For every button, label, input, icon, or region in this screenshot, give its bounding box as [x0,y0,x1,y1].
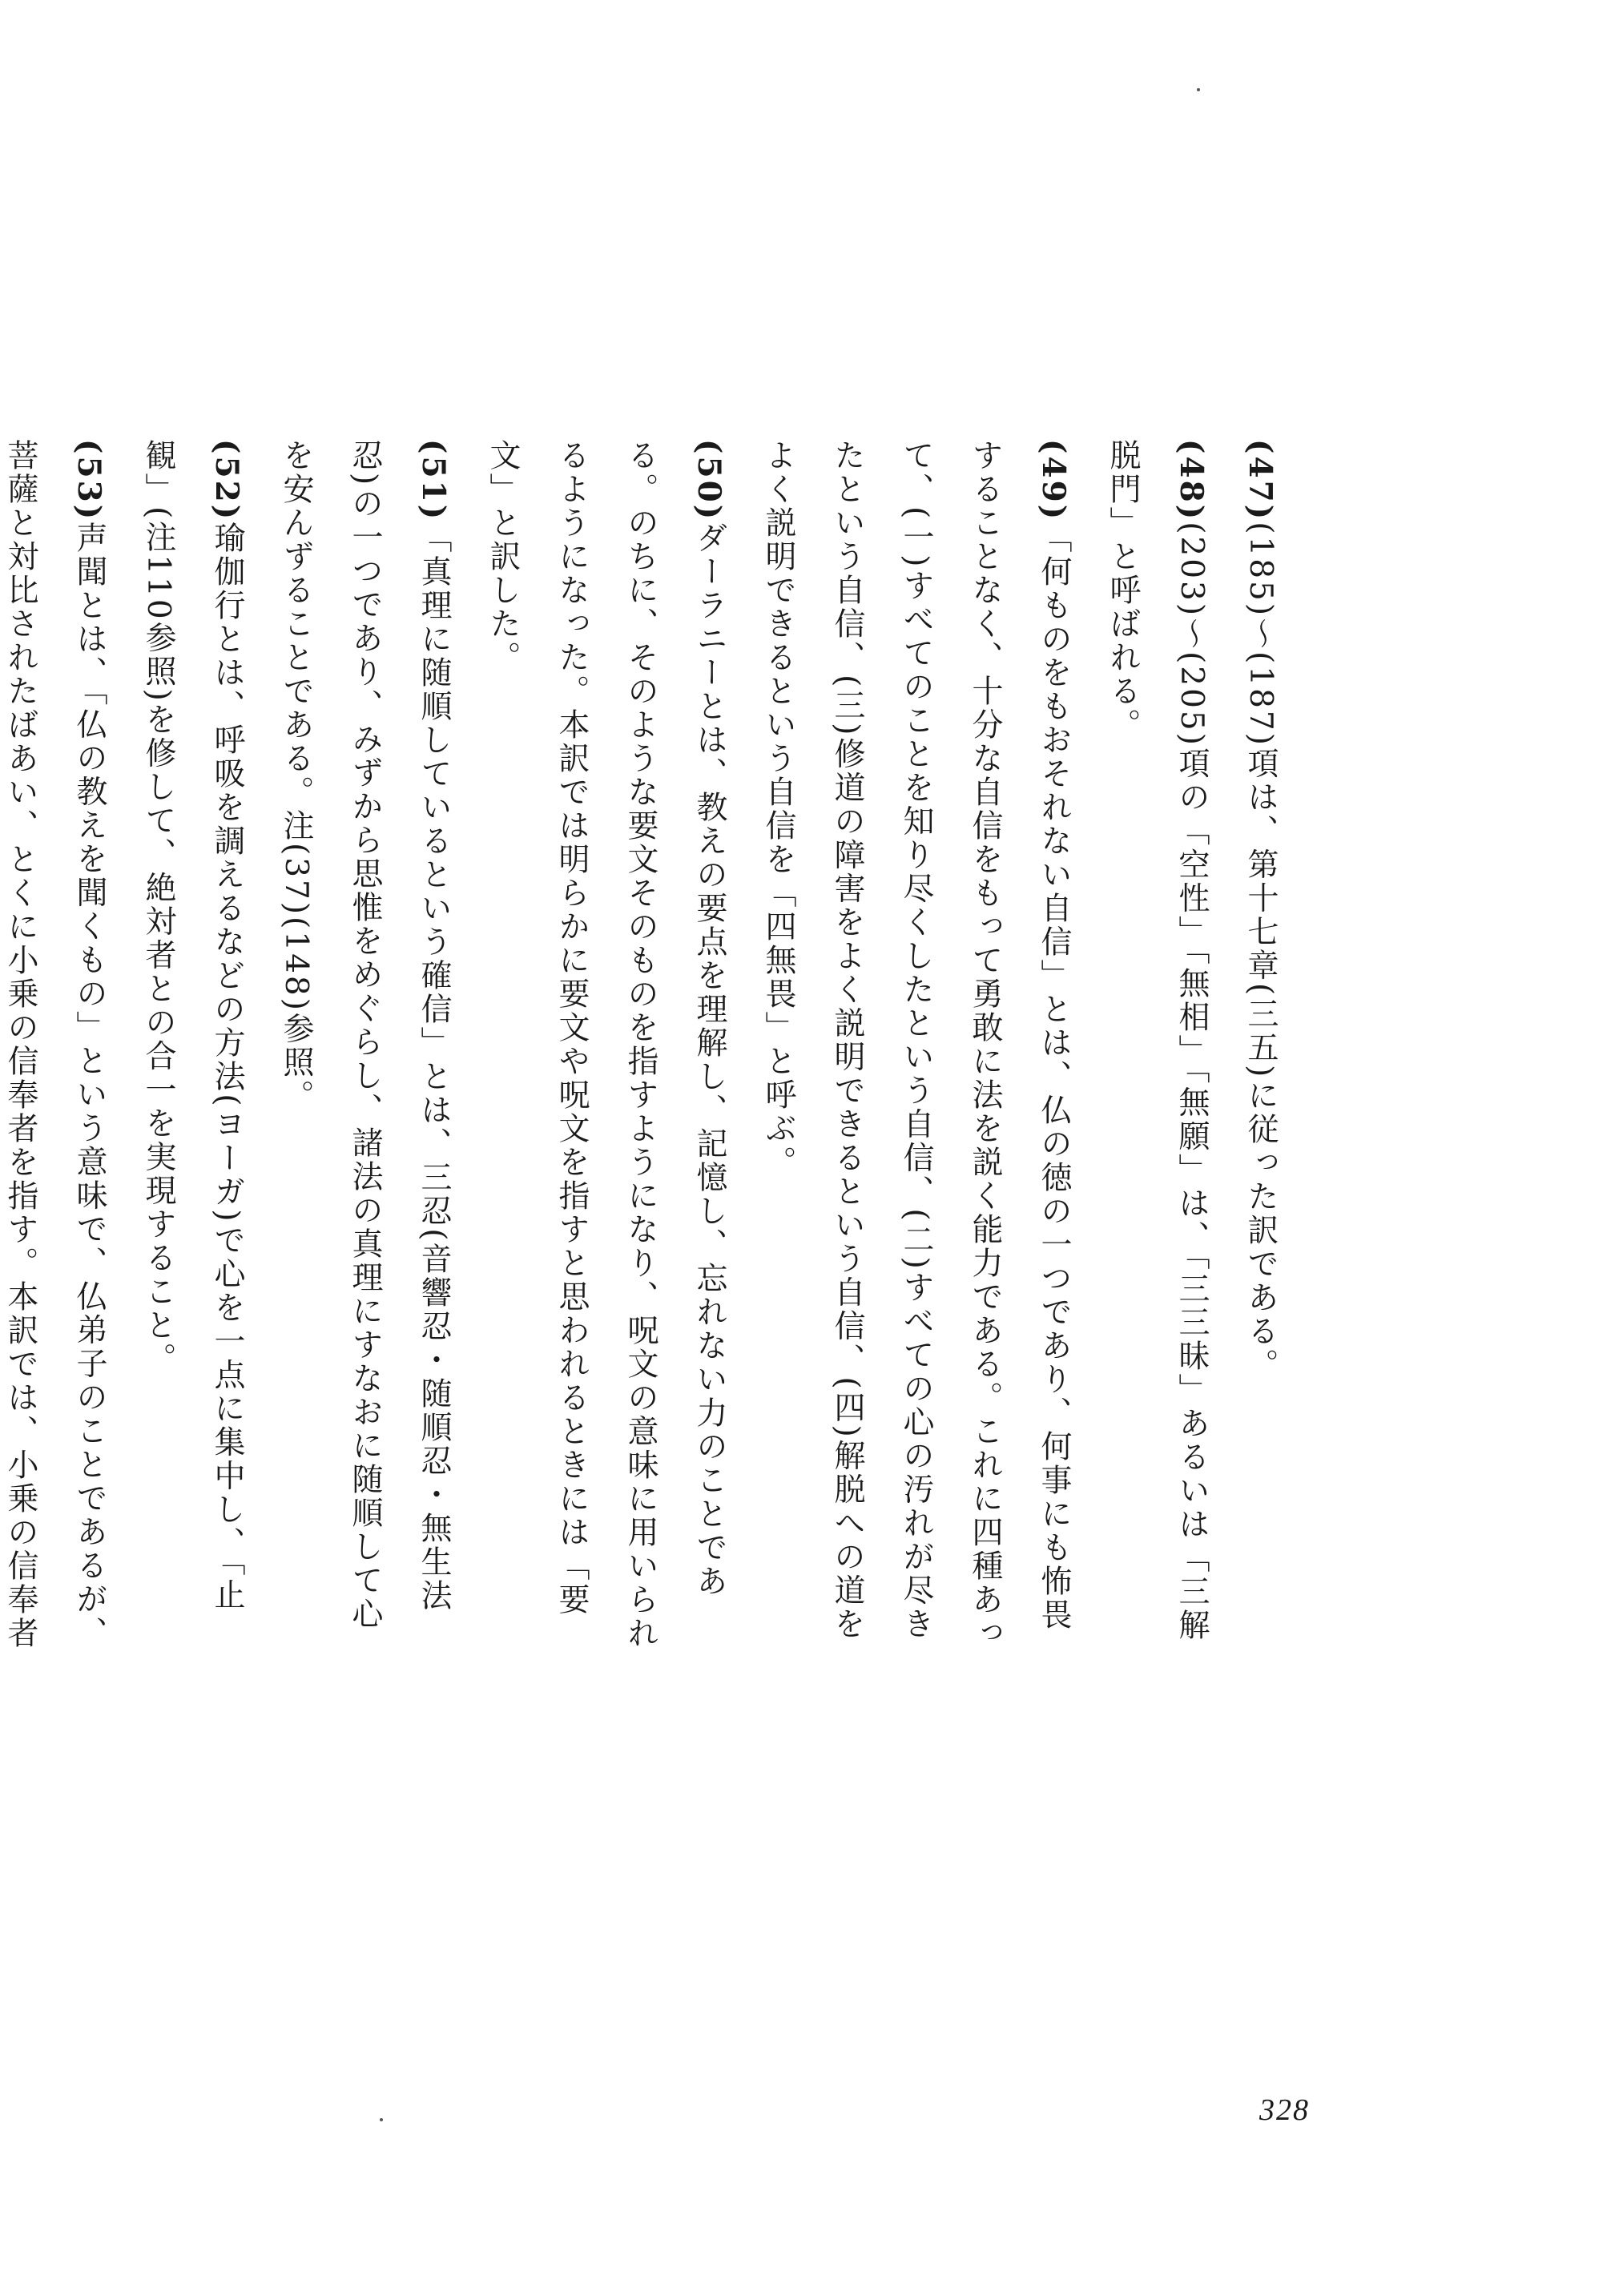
note-number: (49) [1035,439,1072,522]
note-53 [0,439,123,1661]
note-text: 声聞とは、「仏の教えを聞くもの」という意味で、仏弟子のことであるが、菩薩と対比されたばあい、とくに小乗の信奉者を指す。本訳では、小乗の信奉者 [2,439,107,1650]
note-49 [743,439,1088,1661]
note-number: (52) [208,439,245,522]
note-number: (53) [70,439,107,522]
note-text: 瑜伽行とは、呼吸を調えるなどの方法(ヨーガ)で心を一点に集中し、「止観」(注110参照)を修して、絶対者との合一を実現すること。 [140,439,245,1613]
note-52 [123,439,261,1661]
note-text: (203)〜(205)項の「空性」「無相」「無願」は、「三三昧」あるいは「三解脱門」と呼ばれる。 [1105,439,1210,1643]
notes-column-block [2,439,1295,1661]
note-number: (51) [415,439,452,522]
note-text: (185)〜(187)項は、第十七章(三五)に従った訳である。 [1242,522,1279,1383]
dust-speck [380,2118,383,2121]
dust-speck [1197,88,1200,91]
note-47 [1226,439,1295,1661]
note-text: 「何ものをもおそれない自信」とは、仏の徳の一つであり、何事にも怖畏することなく、十分な自信をもって勇敢に法を説く能力である。これに四種あって、(一)すべてのことを知り尽くしたという自信、(二)すべての心の汚れが尽きたという自信、(三)修道の障害をよく説明できるという自信、(四)解脱への道をよく説明できるという自信を「四無畏」と呼ぶ。 [760,439,1072,1650]
note-48 [1088,439,1226,1661]
note-text: ダーラニーとは、教えの要点を理解し、記憶し、忘れない力のことである。のちに、そのような要文そのものを指すようになり、呪文の意味に用いられるようになった。本訳では明らかに要文や呪文を指すと思われるときには「要文」と訳した。 [485,439,727,1650]
note-51 [261,439,468,1661]
note-text: 「真理に随順しているという確信」とは、三忍(音響忍・随順忍・無生法忍)の一つであり、みずから思惟をめぐらし、諸法の真理にすなおに随順して心を安んずることである。注(37)(148)参照。 [278,439,452,1632]
note-50 [468,439,743,1661]
note-number: (48) [1173,439,1210,522]
note-number: (50) [691,439,727,522]
page-number: 328 [1259,2093,1310,2127]
note-number: (47) [1242,439,1279,522]
